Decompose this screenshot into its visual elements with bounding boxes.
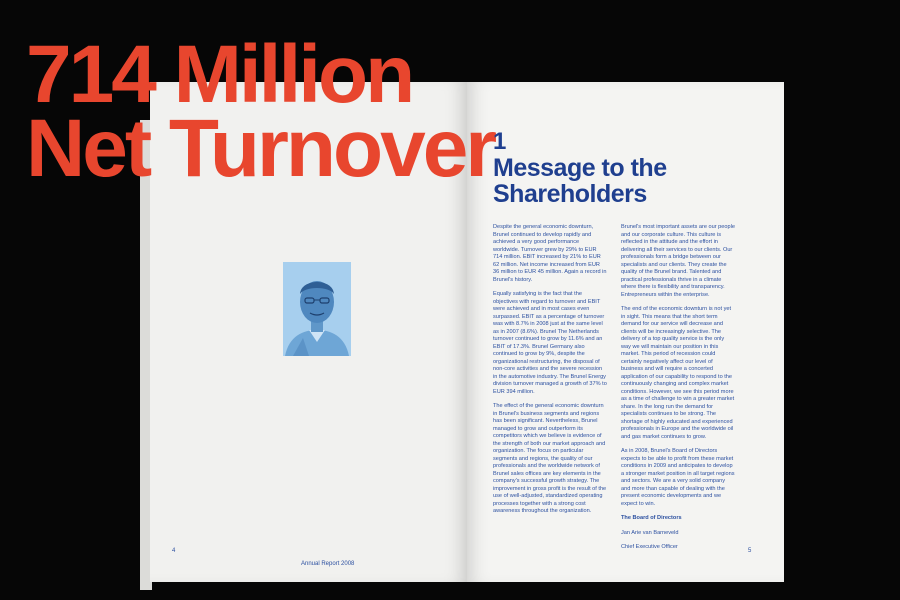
signature-name: Jan Arie van Barneveld bbox=[621, 529, 679, 536]
right-page-number: 5 bbox=[748, 548, 752, 554]
portrait-photo bbox=[283, 262, 351, 356]
portrait-illustration bbox=[283, 262, 351, 356]
section-number: 1 bbox=[493, 128, 507, 155]
paragraph: The end of the economic downturn is not yet in sight. This means that the short term demand for our service will decrease and clients will be increasingly selective. The delivery of a top quality service is the only way we will maintain our position in this market. This period of recession could certainly negatively affect our level of business and will require a concerted application of our capability to respond to the continuously changing and complex market conditions. However, we see this period more as a time of challenge to win a greater market share. In the long run the demand for specialists continues to be strong. The shortage of highly educated and experienced professionals in Europe and the worldwide oil and gas market continues to grow. bbox=[621, 306, 735, 440]
text-column-right bbox=[621, 224, 735, 559]
text-column-left bbox=[493, 224, 607, 523]
paragraph: Equally satisfying is the fact that the objectives with regard to turnover and EBIT were achieved and in most cases even surpassed. EBIT as a percentage of turnover was with 8.7% in 2008 just at the same level as in 2007 (8.6%). Brunel The Netherlands turnover continued to grow by 11.6% and an EBIT of 17.3%. Brunel Germany also continued to grow by 9%, despite the organizational restructuring, the disposal of non-core activities and the severe recession in the automotive industry. The Brunel Energy division turnover managed a growth of 37% to EUR 394 million. bbox=[493, 291, 607, 395]
signature-title: The Board of Directors bbox=[621, 515, 682, 521]
section-title-line-1: Message to the bbox=[493, 154, 667, 182]
section-title bbox=[493, 155, 667, 207]
paragraph: Brunel's most important assets are our people and our corporate culture. This culture is reflected in the attitude and the effort in delivering all their services to our clients. Our professionals form a bridge between our specialists and our clients. They create the quality of the Brunel brand. Talented and practical professionals thrive in a climate where there is flexibility and transparency. Entrepreneurs within the enterprise. bbox=[621, 224, 735, 298]
paragraph: The effect of the general economic downturn in Brunel's business segments and regions has been significant. Nevertheless, Brunel managed to grow and outperform its competitors which we believe is evidence of the strength of both our market approach and organization. The focus on particular segments and regions, the quality of our professionals and the worldwide network of Brunel sales offices are key elements in the company's successful growth strategy. The improvement in gross profit is the result of the use of well-adjusted, standardized operating processes together with a strong cost awareness throughout the organization. bbox=[493, 403, 607, 514]
report-title-footer: Annual Report 2008 bbox=[301, 561, 355, 567]
headline-line-1: 714 Million bbox=[26, 29, 413, 120]
headline bbox=[26, 29, 495, 194]
left-page-number: 4 bbox=[172, 548, 176, 554]
signature-role: Chief Executive Officer bbox=[621, 544, 678, 550]
paragraph: As in 2008, Brunel's Board of Directors expects to be able to profit from these market conditions in 2009 and anticipates to develop a stronger market position in all target regions and sectors. We are a very solid company and more than capable of dealing with the present economic developments and we expect to win. bbox=[621, 448, 735, 507]
section-title-line-2: Shareholders bbox=[493, 180, 647, 208]
headline-line-2: Net Turnover bbox=[26, 103, 495, 194]
paragraph: Despite the general economic downturn, Brunel continued to develop rapidly and achieved a very good performance worldwide. Turnover grew by 29% to EUR 714 million. EBIT increased by 21% to EUR 62 million. Net income increased from EUR 36 million to EUR 45 million. Again a record in Brunel's history. bbox=[493, 224, 607, 283]
